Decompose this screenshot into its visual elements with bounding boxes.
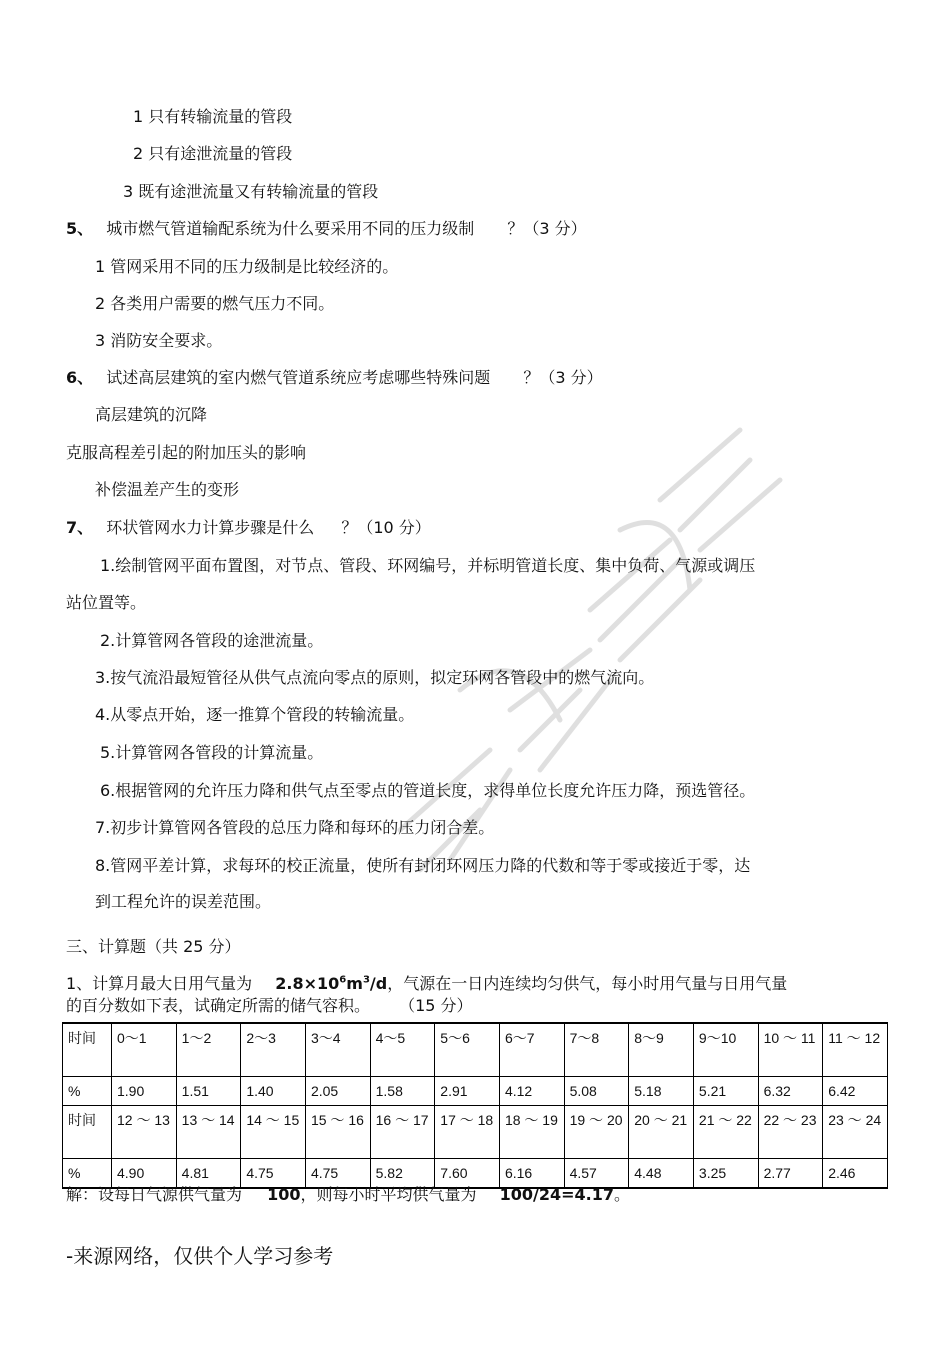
step-8-line-2: 到工程允许的误差范围。: [95, 892, 272, 911]
row-label-time: 时间: [63, 1023, 112, 1077]
table-cell: 4.90: [112, 1159, 177, 1189]
table-cell: 3.25: [693, 1159, 758, 1189]
solution-text: 。: [614, 1185, 631, 1204]
table-cell: 18 ～ 19: [499, 1106, 564, 1159]
table-cell: 23 ～ 24: [823, 1106, 888, 1159]
calc-text: ，气源在一日内连续均匀供气，每小时用气量与日用气量: [387, 974, 788, 993]
table-cell: 1.51: [176, 1077, 241, 1106]
section-heading: 三、计算题（共 25 分）: [66, 937, 241, 956]
table-cell: 5.21: [693, 1077, 758, 1106]
step-7: 7.初步计算管网各管段的总压力降和每环的压力闭合差。: [95, 818, 495, 837]
table-cell: 16 ～ 17: [370, 1106, 435, 1159]
question-number: 6、: [66, 368, 94, 387]
table-cell: 6～7: [499, 1023, 564, 1077]
table-cell: 1～2: [176, 1023, 241, 1077]
question-score: ？（3 分）: [523, 368, 603, 387]
table-cell: 15 ～ 16: [305, 1106, 370, 1159]
calc-question-line-2: [66, 996, 473, 1016]
answer-6-3: 补偿温差产生的变形: [95, 480, 240, 499]
step-8-line-1: 8.管网平差计算，求每环的校正流量，使所有封闭环网压力降的代数和等于零或接近于零，达: [95, 856, 751, 875]
table-cell: 2.46: [823, 1159, 888, 1189]
table-cell: 5.08: [564, 1077, 629, 1106]
table-cell: 2.91: [435, 1077, 500, 1106]
table-cell: 6.42: [823, 1077, 888, 1106]
answer-6-1: 高层建筑的沉降: [95, 405, 208, 424]
table-cell: 9～10: [693, 1023, 758, 1077]
table-cell: 22 ～ 23: [758, 1106, 823, 1159]
table-cell: 10 ～ 11: [758, 1023, 823, 1077]
table-cell: 21 ～ 22: [693, 1106, 758, 1159]
hourly-gas-table: [62, 1022, 888, 1189]
q4-item-2: 2 只有途泄流量的管段: [133, 144, 293, 163]
table-row: [63, 1023, 888, 1077]
table-row: [63, 1077, 888, 1106]
table-cell: 4.12: [499, 1077, 564, 1106]
step-4: 4.从零点开始，逐一推算个管段的转输流量。: [95, 705, 415, 724]
table-cell: 20 ～ 21: [629, 1106, 694, 1159]
table-cell: 4.81: [176, 1159, 241, 1189]
answer-5-1: 1 管网采用不同的压力级制是比较经济的。: [95, 257, 399, 276]
q4-item-3: 3 既有途泄流量又有转输流量的管段: [123, 182, 379, 201]
table-cell: 4～5: [370, 1023, 435, 1077]
table-cell: 4.57: [564, 1159, 629, 1189]
step-5: 5.计算管网各管段的计算流量。: [100, 743, 324, 762]
calc-text: 1、计算月最大日用气量为: [66, 974, 253, 993]
solution-value: 100/24=4.17: [499, 1185, 615, 1204]
question-6: [66, 368, 603, 388]
solution-line: [66, 1185, 630, 1205]
table-cell: 5～6: [435, 1023, 500, 1077]
question-score: ？（3 分）: [507, 219, 587, 238]
table-cell: 4.75: [305, 1159, 370, 1189]
table-cell: 2～3: [241, 1023, 306, 1077]
table-cell: 14 ～ 15: [241, 1106, 306, 1159]
table-cell: 5.18: [629, 1077, 694, 1106]
table-cell: 19 ～ 20: [564, 1106, 629, 1159]
table-cell: 5.82: [370, 1159, 435, 1189]
q4-item-1: 1 只有转输流量的管段: [133, 107, 293, 126]
solution-text: 解：设每日气源供气量为: [66, 1185, 243, 1204]
question-5: [66, 219, 587, 239]
calc-text: 的百分数如下表，试确定所需的储气容积。: [66, 996, 371, 1015]
table-cell: 13 ～ 14: [176, 1106, 241, 1159]
table-cell: 0～1: [112, 1023, 177, 1077]
question-score: ？（10 分）: [341, 518, 431, 537]
answer-6-2: 克服高程差引起的附加压头的影响: [66, 443, 307, 462]
footer-note: -来源网络，仅供个人学习参考: [66, 1244, 334, 1268]
row-label-percent: %: [63, 1077, 112, 1106]
table-cell: 12 ～ 13: [112, 1106, 177, 1159]
table-cell: 8～9: [629, 1023, 694, 1077]
table-cell: 2.05: [305, 1077, 370, 1106]
question-text: 试述高层建筑的室内燃气管道系统应考虑哪些特殊问题: [106, 368, 491, 387]
row-label-time: 时间: [63, 1106, 112, 1159]
step-6: 6.根据管网的允许压力降和供气点至零点的管道长度，求得单位长度允许压力降，预选管径。: [100, 781, 756, 800]
table-cell: 2.77: [758, 1159, 823, 1189]
step-1-line-1: 1.绘制管网平面布置图，对节点、管段、环网编号，并标明管道长度、集中负荷、气源或调压: [100, 556, 756, 575]
daily-volume-value: $2.8\times 10^6m^3/d$: [275, 974, 388, 993]
row-label-percent: %: [63, 1159, 112, 1189]
question-text: 城市燃气管道输配系统为什么要采用不同的压力级制: [106, 219, 475, 238]
table-row: [63, 1159, 888, 1189]
question-score: （15 分）: [399, 996, 473, 1015]
table-cell: 4.75: [241, 1159, 306, 1189]
table-cell: 1.58: [370, 1077, 435, 1106]
calc-question-line-1: [66, 974, 787, 994]
table-cell: 17 ～ 18: [435, 1106, 500, 1159]
question-7: [66, 518, 431, 538]
table-cell: 6.16: [499, 1159, 564, 1189]
question-number: 5、: [66, 219, 94, 238]
table-cell: 7～8: [564, 1023, 629, 1077]
question-text: 环状管网水力计算步骤是什么: [106, 518, 315, 537]
table-cell: 11 ～ 12: [823, 1023, 888, 1077]
answer-5-3: 3 消防安全要求。: [95, 331, 223, 350]
table-cell: 1.40: [241, 1077, 306, 1106]
answer-5-2: 2 各类用户需要的燃气压力不同。: [95, 294, 335, 313]
solution-text: ，则每小时平均供气量为: [300, 1185, 477, 1204]
table-cell: 4.48: [629, 1159, 694, 1189]
step-2: 2.计算管网各管段的途泄流量。: [100, 631, 324, 650]
table-cell: 1.90: [112, 1077, 177, 1106]
table-cell: 3～4: [305, 1023, 370, 1077]
question-number: 7、: [66, 518, 94, 537]
table-cell: 7.60: [435, 1159, 500, 1189]
table-cell: 6.32: [758, 1077, 823, 1106]
step-3: 3.按气流沿最短管径从供气点流向零点的原则，拟定环网各管段中的燃气流向。: [95, 668, 655, 687]
table-row: [63, 1106, 888, 1159]
solution-value: 100: [267, 1185, 301, 1204]
step-1-line-2: 站位置等。: [66, 593, 147, 612]
